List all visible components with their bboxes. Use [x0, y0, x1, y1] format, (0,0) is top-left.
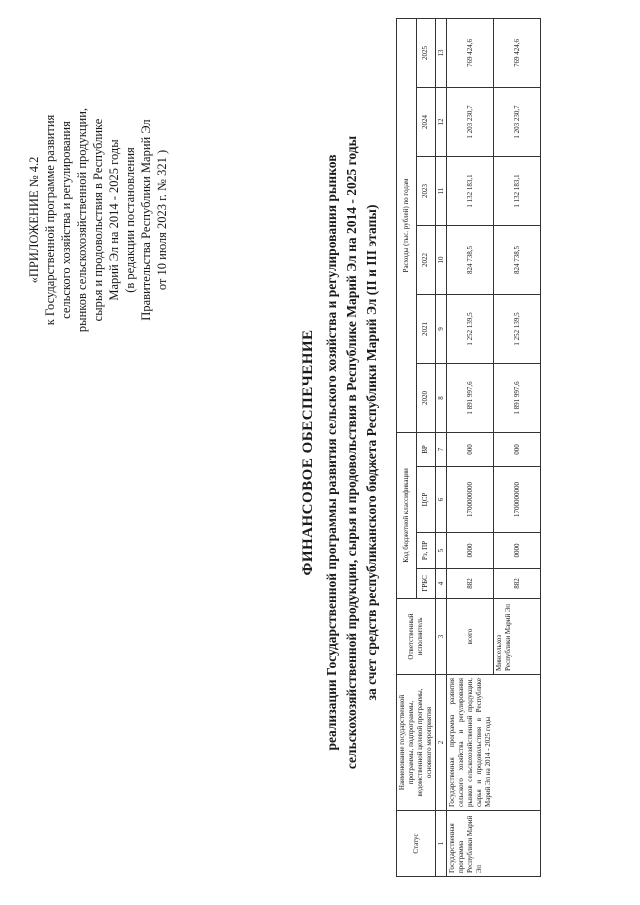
appendix-line: сельского хозяйства и регулирования: [59, 121, 73, 319]
header-year: 2020: [416, 363, 436, 432]
header-vr: ВР: [416, 432, 436, 466]
appendix-line: рынков сельскохозяйственной продукции,: [75, 107, 89, 333]
header-grbs: ГРБС: [416, 569, 436, 599]
expense-cell: 769 424,6: [447, 18, 494, 87]
header-rzpr: Рз, ПР: [416, 533, 436, 569]
column-number: 2: [436, 675, 447, 811]
appendix-block: [26, 90, 170, 350]
rzpr-cell: 0000: [447, 533, 494, 569]
column-number: 3: [436, 599, 447, 675]
csr-cell: 1700000000: [494, 467, 541, 533]
column-number: 4: [436, 569, 447, 599]
executor-cell: всего: [447, 599, 494, 675]
financing-table: [396, 18, 541, 877]
header-year: 2021: [416, 294, 436, 363]
vr-cell: 000: [494, 432, 541, 466]
status-cell: Государственная программа Республики Марий Эл: [447, 811, 541, 877]
header-expenses: Расходы (тыс. рублей) по годам: [397, 18, 417, 432]
column-number: 5: [436, 533, 447, 569]
rzpr-cell: 0000: [494, 533, 541, 569]
column-number: 10: [436, 225, 447, 294]
header-status: Статус: [397, 811, 436, 877]
executor-cell: Минсельхоз Республики Марий Эл: [494, 599, 541, 675]
appendix-line: Правительства Республики Марий Эл: [139, 119, 153, 321]
header-year: 2025: [416, 18, 436, 87]
document-subtitle: [322, 0, 382, 905]
header-name: Наименование государственной программы, подпрограммы, ведомственной целевой программы, основного мероприятия: [397, 675, 436, 811]
document-title: ФИНАНСОВОЕ ОБЕСПЕЧЕНИЕ: [300, 329, 316, 576]
header-year: 2022: [416, 225, 436, 294]
column-number: 11: [436, 156, 447, 225]
expense-cell: 769 424,6: [494, 18, 541, 87]
expense-cell: 1 203 230,7: [447, 87, 494, 156]
appendix-line: «ПРИЛОЖЕНИЕ № 4.2: [27, 156, 41, 284]
expense-cell: 1 203 230,7: [494, 87, 541, 156]
header-year: 2024: [416, 87, 436, 156]
column-number: 8: [436, 363, 447, 432]
vr-cell: 000: [447, 432, 494, 466]
program-name-cell: Государственная программа развития сельского хозяйства и регулирования рынков сельскохозяйственной продукции, сырья и продовольствия в Республике Марий Эл на 2014 - 2025 годы: [447, 675, 541, 811]
subtitle-line: сельскохозяйственной продукции, сырья и продовольствия в Республике Марий Эл на 2014 - 2025 годы: [344, 135, 359, 770]
column-number: 6: [436, 467, 447, 533]
expense-cell: 1 252 139,5: [447, 294, 494, 363]
subtitle-line: за счет средств республиканского бюджета Республики Марий Эл (II и III этапы): [364, 204, 379, 701]
grbs-cell: 882: [447, 569, 494, 599]
column-number: 12: [436, 87, 447, 156]
column-number: 13: [436, 18, 447, 87]
appendix-line: от 10 июля 2023 г. № 321 ): [155, 149, 169, 291]
header-executor: Ответственный исполнитель: [397, 599, 436, 675]
expense-cell: 1 252 139,5: [494, 294, 541, 363]
header-year: 2023: [416, 156, 436, 225]
expense-cell: 1 891 997,6: [447, 363, 494, 432]
column-number-row: [436, 18, 447, 876]
appendix-line: Марий Эл на 2014 - 2025 годы: [107, 139, 121, 301]
subtitle-line: реализации Государственной программы развития сельского хозяйства и регулирования рынков: [324, 154, 339, 751]
expense-cell: 824 738,5: [494, 225, 541, 294]
expense-cell: 1 891 997,6: [494, 363, 541, 432]
column-number: 7: [436, 432, 447, 466]
appendix-line: к Государственной программе развития: [43, 114, 57, 326]
table-row: [447, 18, 494, 876]
grbs-cell: 882: [494, 569, 541, 599]
appendix-line: (в редакции постановления: [123, 147, 137, 293]
appendix-line: сырья и продовольствия в Республике: [91, 118, 105, 322]
expense-cell: 1 132 183,1: [494, 156, 541, 225]
expense-cell: 824 738,5: [447, 225, 494, 294]
expense-cell: 1 132 183,1: [447, 156, 494, 225]
header-budget-code: Код бюджетной классификации: [397, 432, 417, 598]
header-csr: ЦСР: [416, 467, 436, 533]
csr-cell: 1700000000: [447, 467, 494, 533]
column-number: 9: [436, 294, 447, 363]
column-number: 1: [436, 811, 447, 877]
